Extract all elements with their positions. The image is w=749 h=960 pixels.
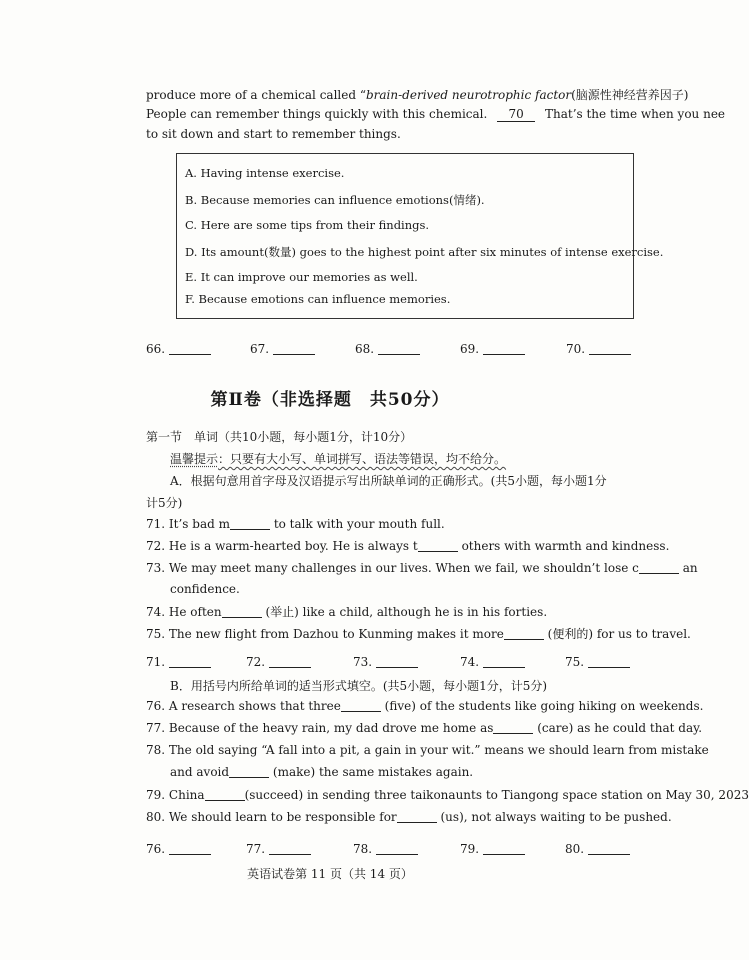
question-78: 78. The old saying “A fall into a pit, a gain in your wit.” means we should learn from mistake	[146, 743, 709, 757]
passage-text: (脑源性神经营养因子)	[571, 88, 689, 102]
blank-input[interactable]	[397, 810, 437, 823]
answer-row-66-70	[0, 342, 660, 362]
question-78-cont: and avoid (make) the same mistakes again.	[170, 765, 474, 779]
blank-input[interactable]	[639, 561, 679, 574]
options-box	[176, 153, 664, 319]
answer-slot[interactable]: 78.	[353, 842, 418, 856]
question-72: 72. He is a warm-hearted boy. He is always t others with warmth and kindness.	[146, 539, 670, 553]
blank-input[interactable]	[504, 627, 544, 640]
blank-input[interactable]	[229, 765, 269, 778]
answer-slot[interactable]: 77.	[246, 842, 311, 856]
passage-text: People can remember things quickly with this chemical.	[146, 107, 488, 121]
tip-text: ：只要有大小写、单词拼写、语法等错误，均不给分。	[218, 452, 507, 466]
option-d: D. Its amount(数量) goes to the highest point after six minutes of intense exercise.	[185, 245, 664, 259]
option-f: F. Because emotions can influence memories.	[185, 292, 451, 306]
blank-input[interactable]	[230, 517, 270, 530]
answer-slot[interactable]: 72.	[246, 655, 311, 669]
option-b: B. Because memories can influence emotions(情绪).	[185, 193, 485, 207]
question-75: 75. The new flight from Dazhou to Kunming makes it more (便利的) for us to travel.	[146, 627, 691, 641]
question-77: 77. Because of the heavy rain, my dad drove me home as (care) as he could that day.	[146, 721, 703, 735]
section-1-heading: 第一节 单词（共10小题，每小题1分，计10分）	[146, 430, 413, 444]
question-76: 76. A research shows that three (five) of the students like going hiking on weekends.	[146, 699, 704, 713]
question-73: 73. We may meet many challenges in our lives. When we fail, we shouldn’t lose c an	[146, 561, 698, 575]
question-79: 79. China (succeed) in sending three taikonaunts to Tiangong space station on May 30, 2023	[146, 788, 749, 802]
passage-line-1	[146, 86, 688, 103]
passage-text: That’s the time when you nee	[544, 107, 726, 121]
answer-row-71-75	[0, 655, 660, 675]
blank-input[interactable]	[222, 605, 262, 618]
question-71: 71. It’s bad m to talk with your mouth full.	[146, 517, 445, 531]
answer-slot[interactable]: 79.	[460, 842, 525, 856]
answer-slot[interactable]: 74.	[460, 655, 525, 669]
answer-slot[interactable]: 76.	[146, 842, 211, 856]
blank-input[interactable]	[418, 539, 458, 552]
option-a: A. Having intense exercise.	[185, 166, 345, 180]
answer-slot[interactable]: 71.	[146, 655, 211, 669]
answer-slot[interactable]: 73.	[353, 655, 418, 669]
option-e: E. It can improve our memories as well.	[185, 270, 418, 284]
page-footer: 英语试卷第 11 页（共 14 页）	[247, 867, 413, 881]
question-73-cont: confidence.	[170, 582, 240, 596]
answer-slot[interactable]: 75.	[565, 655, 630, 669]
option-c: C. Here are some tips from their findings.	[185, 218, 430, 232]
passage-text: produce more of a chemical called “	[146, 88, 366, 102]
answer-slot[interactable]: 80.	[565, 842, 630, 856]
answer-slot[interactable]: 66.	[146, 342, 211, 356]
blank-input[interactable]	[205, 788, 245, 801]
passage-line-3: to sit down and start to remember things.	[146, 127, 401, 141]
question-74: 74. He often (举止) like a child, although he is in his forties.	[146, 605, 548, 619]
passage-line-2	[146, 107, 725, 122]
part-b-heading: B．用括号内所给单词的适当形式填空。(共5小题，每小题1分，计5分)	[170, 679, 548, 693]
answer-slot[interactable]: 69.	[460, 342, 525, 356]
part-a-heading: A．根据句意用首字母及汉语提示写出所缺单词的正确形式。(共5小题，每小题1分	[170, 474, 607, 488]
passage-italic-term: brain-derived neurotrophic factor	[365, 88, 572, 102]
question-80: 80. We should learn to be responsible for (us), not always waiting to be pushed.	[146, 810, 672, 824]
answer-slot[interactable]: 70.	[566, 342, 631, 356]
answer-row-76-80	[0, 842, 660, 862]
answer-slot[interactable]: 67.	[250, 342, 315, 356]
blank-70[interactable]: 70	[497, 107, 535, 122]
answer-slot[interactable]: 68.	[355, 342, 420, 356]
part-2-title: 第Ⅱ卷（非选择题 共50分）	[210, 390, 450, 410]
part-a-heading-cont: 计5分)	[146, 496, 183, 510]
blank-input[interactable]	[341, 699, 381, 712]
tip-line	[170, 450, 506, 467]
tip-label: 温馨提示	[170, 452, 219, 466]
blank-input[interactable]	[493, 721, 533, 734]
